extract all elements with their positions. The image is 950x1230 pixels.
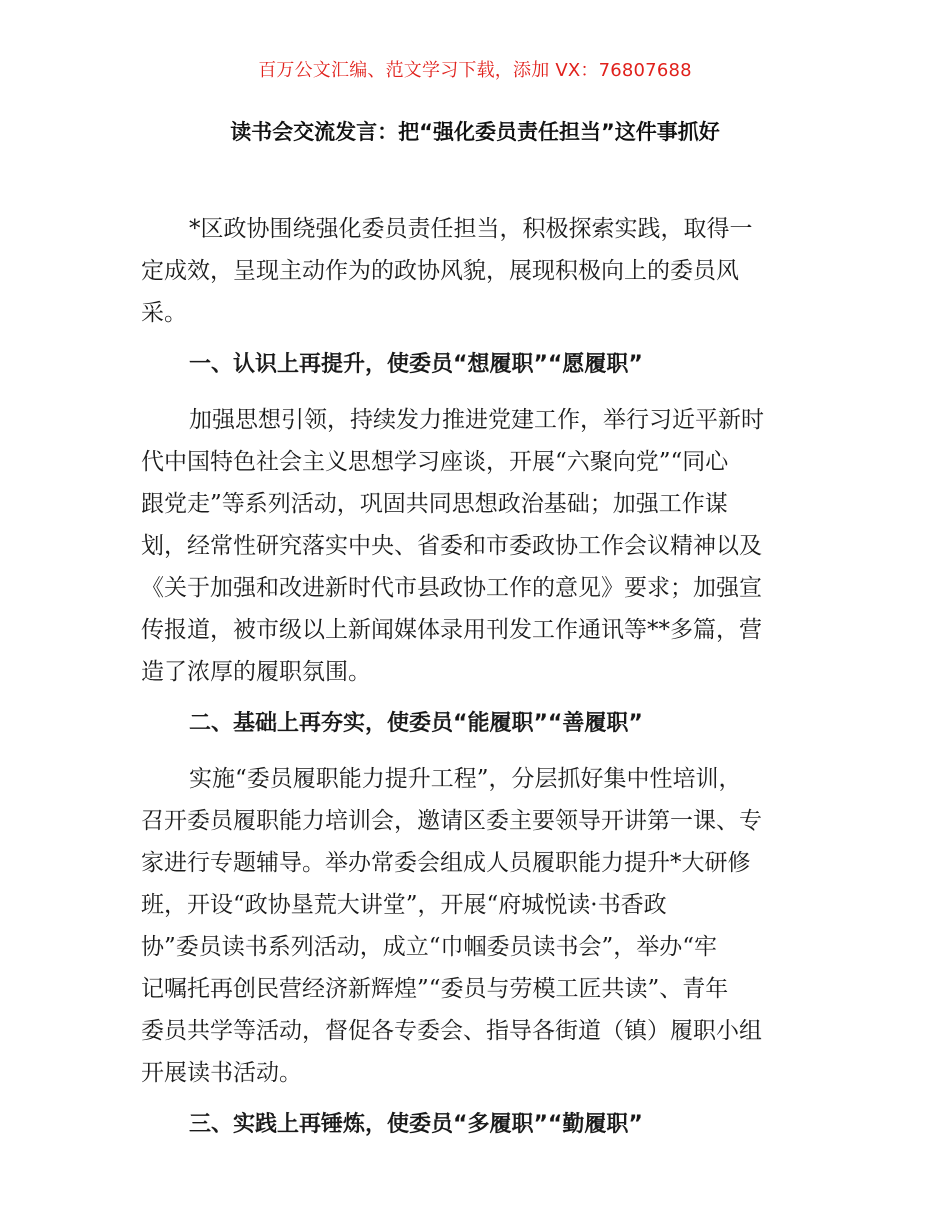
paragraph-line: 委员共学等活动，督促各专委会、指导各街道（镇）履职小组	[141, 1018, 762, 1044]
watermark-contact: 百万公文汇编、范文学习下载，添加 VX：76807688	[258, 60, 692, 81]
paragraph-line: *区政协围绕强化委员责任担当，积极探索实践，取得一	[189, 216, 753, 242]
paragraph-line: 传报道，被市级以上新闻媒体录用刊发工作通讯等**多篇，营	[141, 617, 762, 643]
paragraph-line: 定成效，呈现主动作为的政协风貌，展现积极向上的委员风	[141, 258, 739, 284]
paragraph-line: 《关于加强和改进新时代市县政协工作的意见》要求；加强宣	[141, 575, 762, 601]
paragraph-line: 加强思想引领，持续发力推进党建工作，举行习近平新时	[189, 407, 764, 433]
section-heading-1: 一、认识上再提升，使委员“想履职”“愿履职”	[189, 352, 643, 377]
paragraph-line: 家进行专题辅导。举办常委会组成人员履职能力提升*大研修	[141, 850, 751, 876]
paragraph-line: 召开委员履职能力培训会，邀请区委主要领导开讲第一课、专	[141, 808, 762, 834]
paragraph-line: 划，经常性研究落实中央、省委和市委政协工作会议精神以及	[141, 533, 762, 559]
paragraph-line: 跟党走”等系列活动，巩固共同思想政治基础；加强工作谋	[141, 491, 728, 517]
paragraph-line: 开展读书活动。	[141, 1060, 302, 1086]
paragraph-line: 协”委员读书系列活动，成立“巾帼委员读书会”，举办“牢	[141, 934, 718, 960]
section-heading-3: 三、实践上再锤炼，使委员“多履职”“勤履职”	[189, 1112, 643, 1137]
section-heading-2: 二、基础上再夯实，使委员“能履职”“善履职”	[189, 711, 643, 736]
paragraph-line: 造了浓厚的履职氛围。	[141, 659, 371, 685]
paragraph-line: 采。	[141, 300, 187, 326]
paragraph-line: 实施“委员履职能力提升工程”，分层抓好集中性培训，	[189, 766, 742, 792]
page-title: 读书会交流发言：把“强化委员责任担当”这件事抓好	[230, 120, 720, 144]
section-2-paragraph	[141, 758, 811, 1094]
document-body	[141, 208, 811, 1146]
intro-paragraph	[141, 208, 811, 334]
section-1-paragraph	[141, 399, 811, 693]
paragraph-line: 班，开设“政协垦荒大讲堂”，开展“府城悦读·书香政	[141, 892, 667, 918]
paragraph-line: 记嘱托再创民营经济新辉煌”“委员与劳模工匠共读”、青年	[141, 976, 729, 1002]
paragraph-line: 代中国特色社会主义思想学习座谈，开展“六聚向党”“同心	[141, 449, 729, 475]
